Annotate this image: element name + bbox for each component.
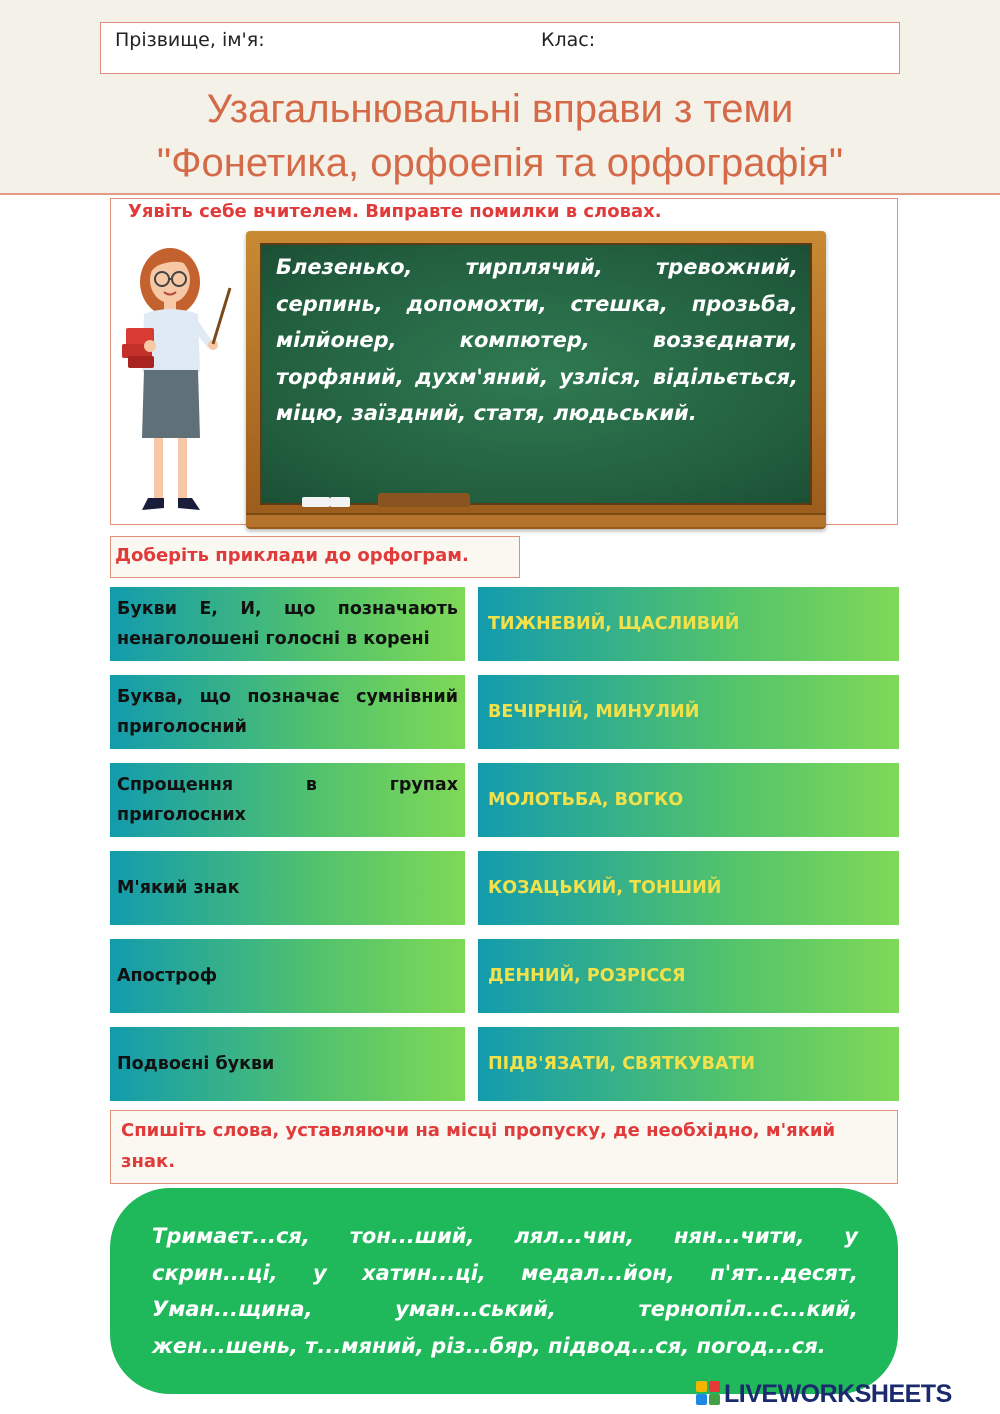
orthogram-label: Букви Е, И, що позначають ненаголошені голосні в корені [117,599,458,649]
board-eraser [378,493,470,507]
example-label: ВЕЧІРНІЙ, МИНУЛИЙ [488,702,700,722]
example-label: КОЗАЦЬКИЙ, ТОНШИЙ [488,878,722,898]
chalk-piece [302,497,330,507]
logo-text: LIVEWORKSHEETS [724,1379,952,1408]
page-title [0,82,1000,190]
task3-words[interactable]: Тримаєт...ся, тон...ший, лял...чин, нян...чити, у скрин...ці, у хатин...ці, медал...йон, п'ят...десят, Уман...щина, уман...ський, тернопіл...с...кий, жен...шень, т...мяний, різ...бяр, підвод...ся, погод...ся. [152,1224,858,1358]
example-item[interactable] [478,763,899,837]
orthogram-item[interactable] [110,939,465,1013]
orthogram-label: Буква, що позначає сумнівний приголосний [117,687,458,737]
name-class-box [100,22,900,74]
orthogram-item[interactable] [110,763,465,837]
chalkboard [246,231,826,529]
orthogram-item[interactable] [110,851,465,925]
orthogram-label: Апостроф [117,966,218,986]
example-item[interactable] [478,587,899,661]
chalk-piece [330,497,350,507]
orthogram-item[interactable] [110,1027,465,1101]
example-item[interactable] [478,939,899,1013]
orthogram-item[interactable] [110,675,465,749]
name-label: Прізвище, ім'я: [115,29,265,51]
board-tray [246,513,826,527]
task1-instruction: Уявіть себе вчителем. Виправте помилки в словах. [128,201,662,222]
task2-instruction-box [110,536,520,578]
orthogram-label: Подвоєні букви [117,1054,275,1074]
title-line-1: Узагальнювальні вправи з теми [206,87,794,131]
board-words[interactable]: Блезенько, тирплячий, тревожний, серпинь, допомохти, стешка, прозьба, мілйонер, компютер, воззєднати, торфяний, духм'яний, узліся, відільється, міцю, заїздний, статя, людьський. [276,255,798,425]
orthogram-label: М'який знак [117,878,240,898]
title-line-2: "Фонетика, орфоепія та орфографія" [156,141,844,185]
task3-instruction-box [110,1110,898,1184]
liveworksheets-logo [696,1378,996,1410]
orthogram-item[interactable] [110,587,465,661]
example-label: ТИЖНЕВИЙ, ЩАСЛИВИЙ [488,614,740,634]
orthogram-label: Спрощення в групах приголосних [117,775,458,825]
example-item[interactable] [478,675,899,749]
example-label: ДЕННИЙ, РОЗРІССЯ [488,966,686,986]
chalkboard-surface [260,243,812,505]
example-item[interactable] [478,1027,899,1101]
task3-words-box [110,1188,898,1394]
class-label: Клас: [541,29,596,51]
example-label: МОЛОТЬБА, ВОГКО [488,790,684,810]
liveworksheets-logo-icon [696,1381,722,1407]
task3-instruction: Спишіть слова, уставляючи на місці пропуску, де необхідно, м'який знак. [121,1120,836,1172]
task2-instruction: Доберіть приклади до орфограм. [115,545,469,566]
example-label: ПІДВ'ЯЗАТИ, СВЯТКУВАТИ [488,1054,756,1074]
teacher-illustration [118,232,238,520]
example-item[interactable] [478,851,899,925]
